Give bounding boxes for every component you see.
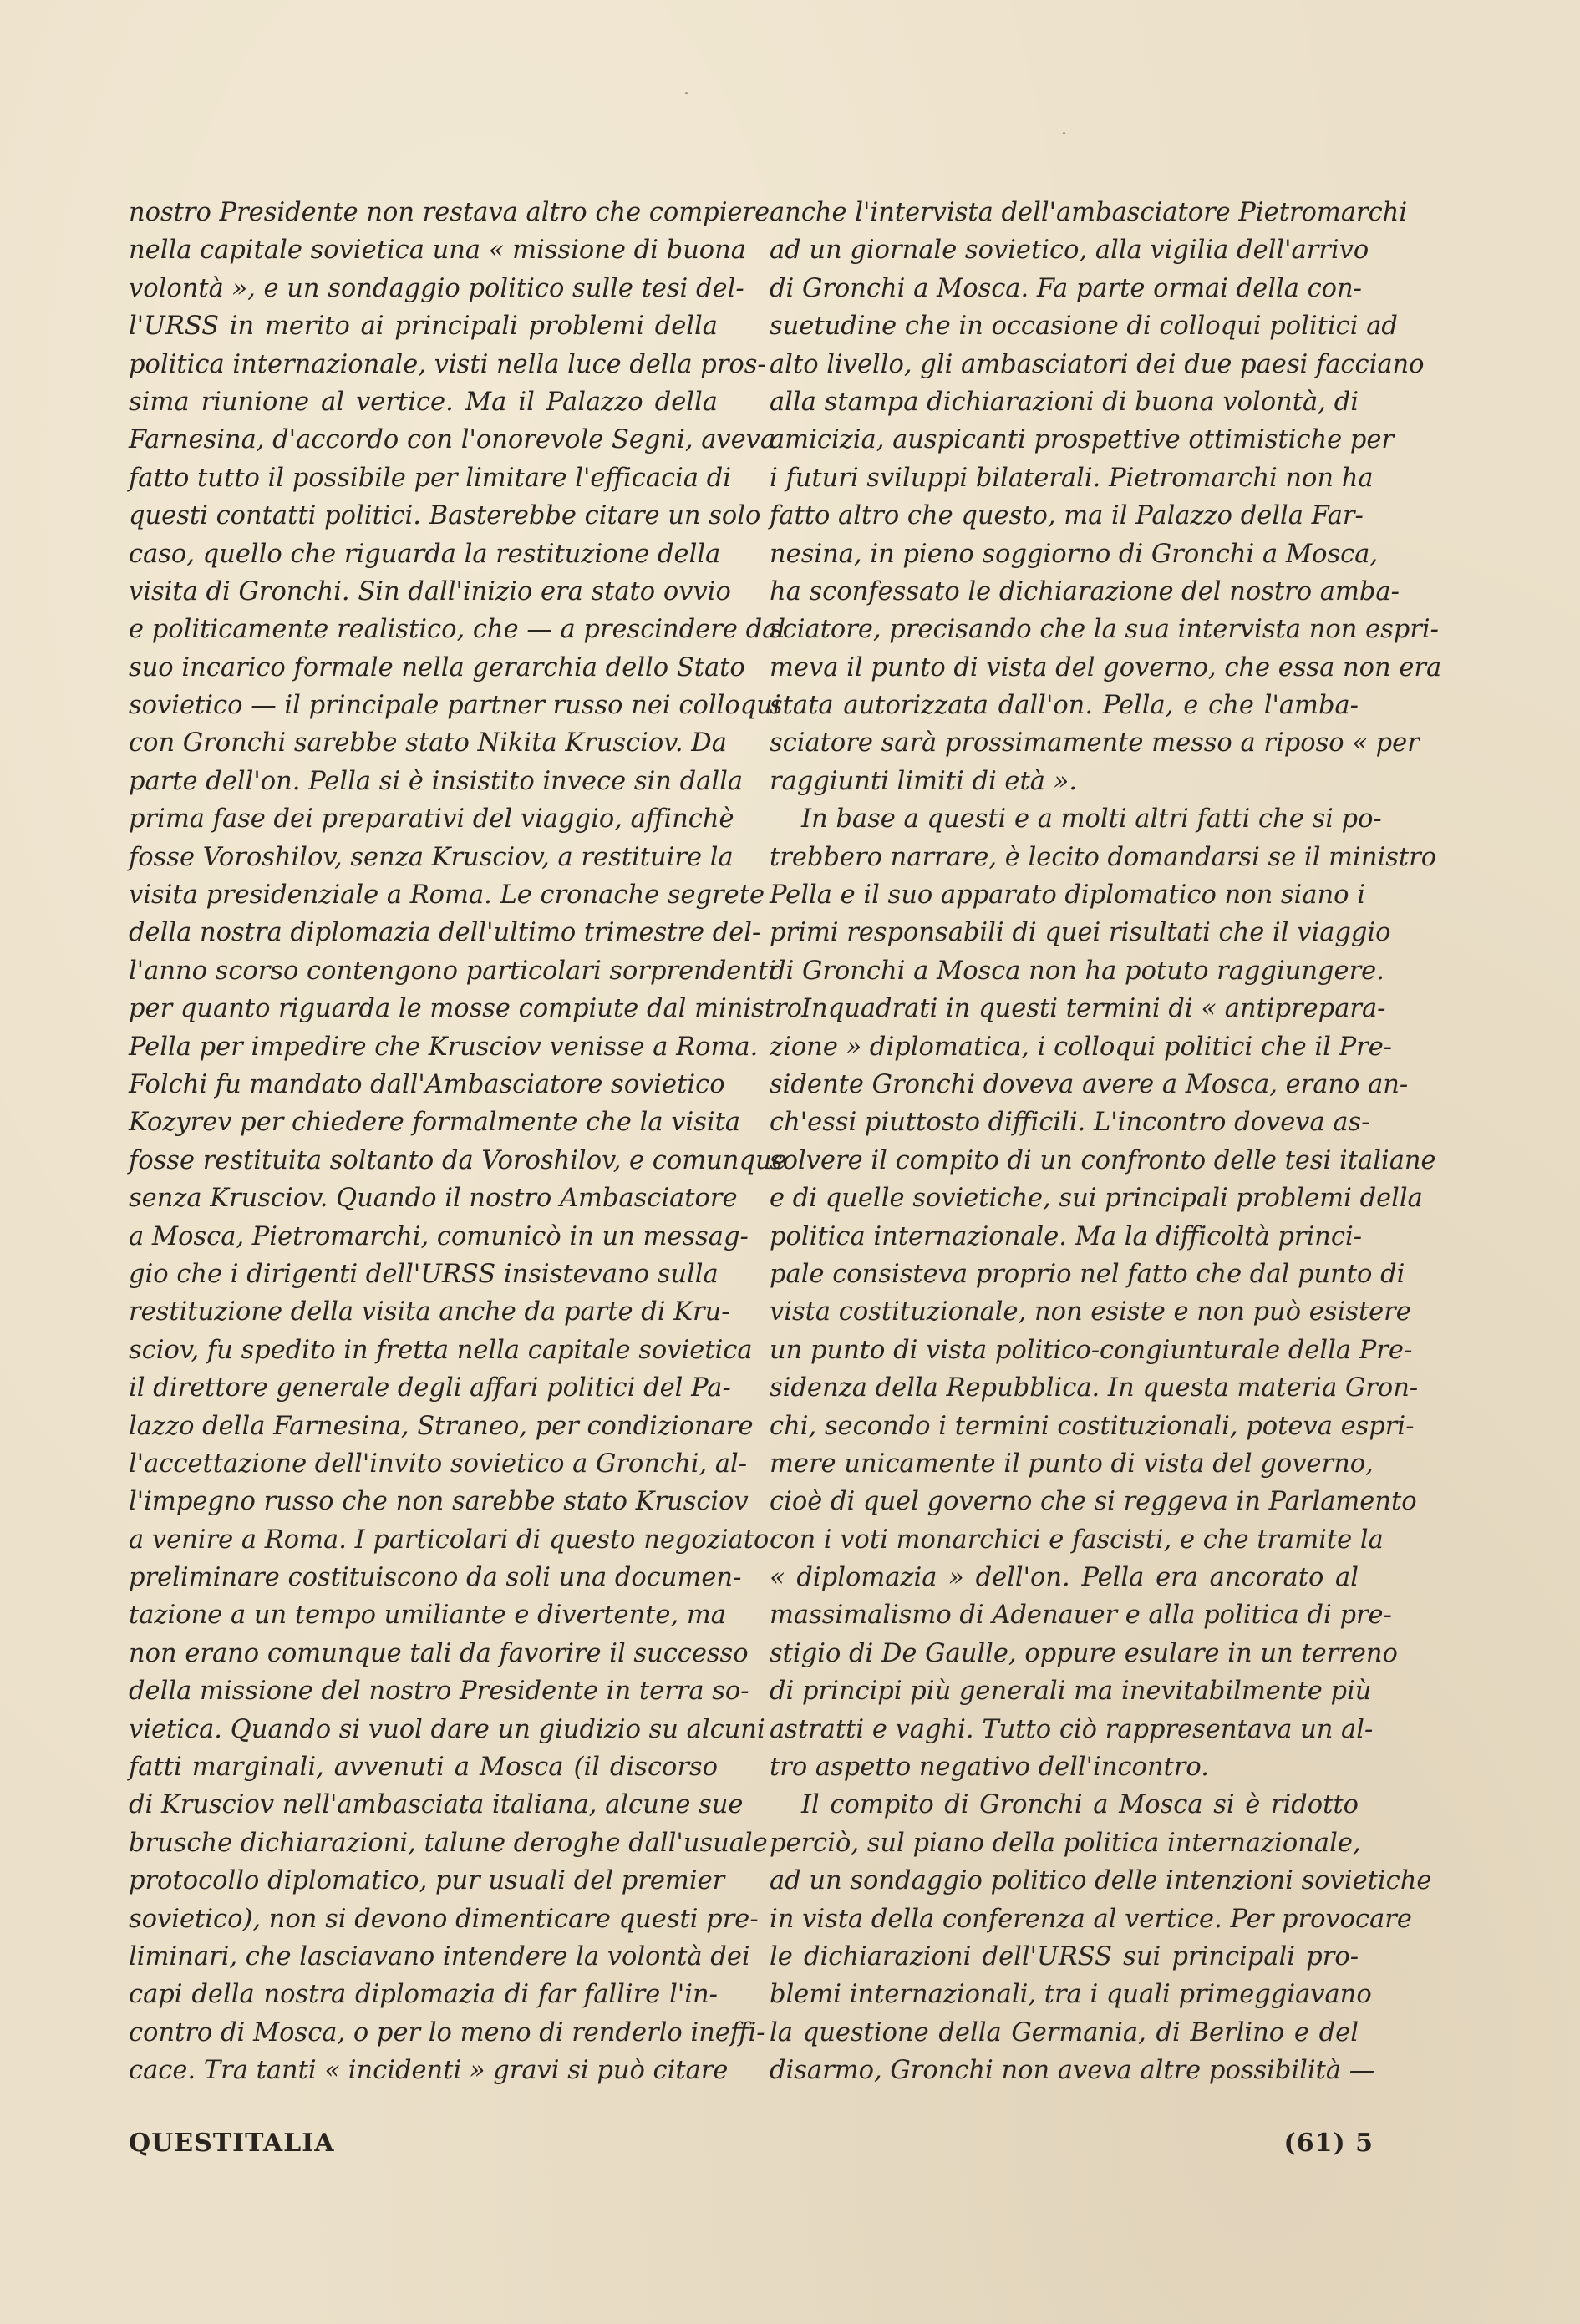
text-line: sciatore, precisando che la sua intervista non espri-	[770, 615, 1439, 645]
text-line: in vista della conferenza al vertice. Per provocare	[770, 1904, 1412, 1934]
text-line: sidente Gronchi doveva avere a Mosca, erano an-	[770, 1069, 1409, 1099]
text-line: sima riunione al vertice. Ma il Palazzo della	[129, 387, 718, 417]
text-line: sciov, fu spedito in fretta nella capitale sovietica	[129, 1335, 753, 1365]
text-line: di Krusciov nell'ambasciata italiana, alcune sue	[129, 1790, 744, 1820]
text-line: il direttore generale degli affari politici del Pa-	[129, 1373, 731, 1403]
text-line: cioè di quel governo che si reggeva in Parlamento	[770, 1487, 1417, 1517]
magazine-name: QUESTITALIA	[129, 2129, 335, 2158]
text-line: della missione del nostro Presidente in terra so-	[129, 1677, 749, 1707]
text-line: Kozyrev per chiedere formalmente che la visita	[129, 1108, 741, 1138]
text-line: con Gronchi sarebbe stato Nikita Krusciov. Da	[129, 728, 727, 759]
text-line: fatto tutto il possibile per limitare l'efficacia di	[129, 463, 732, 493]
right-text-column	[770, 194, 1442, 2090]
text-line: massimalismo di Adenauer e alla politica di pre-	[770, 1601, 1392, 1631]
text-line: volontà », e un sondaggio politico sulle tesi del-	[129, 273, 744, 303]
text-line: questi contatti politici. Basterebbe citare un solo	[129, 501, 761, 531]
text-line: astratti e vaghi. Tutto ciò rappresentava un al-	[770, 1714, 1374, 1744]
text-line: stata autorizzata dall'on. Pella, e che l'amba-	[770, 691, 1359, 721]
text-line: e politicamente realistico, che — a prescindere dal	[129, 615, 786, 645]
text-line: fosse Voroshilov, senza Krusciov, a restituire la	[129, 842, 734, 872]
text-line: suo incarico formale nella gerarchia dello Stato	[129, 652, 745, 682]
text-line: di Gronchi a Mosca non ha potuto raggiungere.	[770, 956, 1384, 986]
text-line: disarmo, Gronchi non aveva altre possibilità —	[770, 2056, 1375, 2086]
text-line: tro aspetto negativo dell'incontro.	[770, 1753, 1209, 1783]
text-line: prima fase dei preparativi del viaggio, affinchè	[129, 804, 734, 835]
text-line: trebbero narrare, è lecito domandarsi se il ministro	[770, 842, 1437, 872]
text-line: mere unicamente il punto di vista del governo,	[770, 1449, 1374, 1479]
text-line: l'URSS in merito ai principali problemi della	[129, 312, 718, 342]
text-line: blemi internazionali, tra i quali primeggiavano	[770, 1980, 1372, 2010]
text-line: preliminare costituiscono da soli una documen-	[129, 1563, 742, 1593]
text-line: sovietico), non si devono dimenticare questi pre-	[129, 1904, 759, 1934]
left-text-column	[129, 194, 803, 2090]
text-line: politica internazionale, visti nella luce della pros-	[129, 349, 766, 379]
text-line: a venire a Roma. I particolari di questo negoziato	[129, 1525, 770, 1555]
text-line: vista costituzionale, non esiste e non può esistere	[770, 1297, 1411, 1327]
text-line: meva il punto di vista del governo, che essa non era	[770, 652, 1442, 682]
text-line: fosse restituita soltanto da Voroshilov, e comunque	[129, 1145, 787, 1175]
text-line: la questione della Germania, di Berlino e del	[770, 2017, 1359, 2047]
text-line: sovietico — il principale partner russo nei colloqui	[129, 691, 781, 721]
text-line: In base a questi e a molti altri fatti che si po-	[801, 804, 1382, 835]
text-line: con i voti monarchici e fascisti, e che tramite la	[770, 1525, 1384, 1555]
text-line: alto livello, gli ambasciatori dei due paesi facciano	[770, 349, 1425, 379]
text-line: cace. Tra tanti « incidenti » gravi si può citare	[129, 2056, 729, 2086]
text-line: tazione a un tempo umiliante e divertente, ma	[129, 1601, 726, 1631]
text-line: ad un giornale sovietico, alla vigilia dell'arrivo	[770, 236, 1369, 266]
text-line: Il compito di Gronchi a Mosca si è ridotto	[801, 1790, 1359, 1820]
text-line: restituzione della visita anche da parte di Kru-	[129, 1297, 730, 1327]
text-line: le dichiarazioni dell'URSS sui principali pro-	[770, 1941, 1359, 1971]
text-line: alla stampa dichiarazioni di buona volontà, di	[770, 387, 1359, 417]
text-line: non erano comunque tali da favorire il successo	[129, 1638, 749, 1668]
text-line: l'impegno russo che non sarebbe stato Krusciov	[129, 1487, 749, 1517]
text-line: amicizia, auspicanti prospettive ottimistiche per	[770, 425, 1394, 455]
text-line: brusche dichiarazioni, talune deroghe dall'usuale	[129, 1828, 768, 1858]
text-line: un punto di vista politico-congiunturale della Pre-	[770, 1335, 1413, 1365]
text-line: sidenza della Repubblica. In questa materia Gron-	[770, 1373, 1419, 1403]
text-line: i futuri sviluppi bilaterali. Pietromarchi non ha	[770, 463, 1374, 493]
text-line: zione » diplomatica, i colloqui politici che il Pre-	[770, 1032, 1393, 1062]
text-line: parte dell'on. Pella si è insistito invece sin dalla	[129, 766, 744, 796]
text-line: nella capitale sovietica una « missione di buona	[129, 236, 746, 266]
text-line: visita presidenziale a Roma. Le cronache segrete	[129, 880, 765, 911]
text-line: anche l'intervista dell'ambasciatore Pietromarchi	[770, 198, 1408, 227]
text-line: perciò, sul piano della politica internazionale,	[770, 1828, 1361, 1858]
text-line: ad un sondaggio politico delle intenzioni sovietiche	[770, 1866, 1432, 1896]
text-line: sciatore sarà prossimamente messo a riposo « per	[770, 728, 1420, 759]
text-line: vietica. Quando si vuol dare un giudizio su alcuni	[129, 1714, 765, 1744]
text-line: chi, secondo i termini costituzionali, poteva espri-	[770, 1411, 1415, 1441]
text-line: ch'essi piuttosto difficili. L'incontro doveva as-	[770, 1108, 1370, 1138]
text-line: a Mosca, Pietromarchi, comunicò in un messag-	[129, 1221, 749, 1251]
text-line: gio che i dirigenti dell'URSS insistevano sulla	[129, 1259, 719, 1289]
text-line: politica internazionale. Ma la difficoltà princi-	[770, 1221, 1363, 1251]
text-line: protocollo diplomatico, pur usuali del premier	[129, 1866, 725, 1896]
text-line: Pella per impedire che Krusciov venisse a Roma.	[129, 1032, 759, 1062]
text-line: visita di Gronchi. Sin dall'inizio era stato ovvio	[129, 576, 731, 606]
text-line: pale consisteva proprio nel fatto che dal punto di	[770, 1259, 1405, 1289]
page-number: (61) 5	[1283, 2129, 1374, 2158]
text-line: stigio di De Gaulle, oppure esulare in un terreno	[770, 1638, 1398, 1668]
text-line: e di quelle sovietiche, sui principali problemi della	[770, 1184, 1423, 1214]
paper-speck	[1063, 132, 1065, 134]
text-line: lazzo della Farnesina, Straneo, per condizionare	[129, 1411, 754, 1441]
text-line: Inquadrati in questi termini di « antiprepara-	[801, 994, 1386, 1024]
text-line: nostro Presidente non restava altro che compiere	[129, 198, 770, 227]
text-line: primi responsabili di quei risultati che il viaggio	[770, 918, 1391, 948]
text-line: Pella e il suo apparato diplomatico non siano i	[770, 880, 1365, 911]
text-line: capi della nostra diplomazia di far fallire l'in-	[129, 1980, 718, 2010]
text-line: raggiunti limiti di età ».	[770, 766, 1077, 796]
text-line: l'accettazione dell'invito sovietico a Gronchi, al-	[129, 1449, 748, 1479]
text-line: l'anno scorso contengono particolari sorprendenti	[129, 956, 777, 986]
text-line: di Gronchi a Mosca. Fa parte ormai della con-	[770, 273, 1362, 303]
text-line: suetudine che in occasione di colloqui politici ad	[770, 312, 1398, 342]
text-line: fatto altro che questo, ma il Palazzo della Far-	[770, 501, 1364, 531]
text-line: senza Krusciov. Quando il nostro Ambasciatore	[129, 1184, 738, 1214]
text-line: Farnesina, d'accordo con l'onorevole Segni, aveva	[129, 425, 776, 455]
text-line: liminari, che lasciavano intendere la volontà dei	[129, 1941, 750, 1971]
text-line: della nostra diplomazia dell'ultimo trimestre del-	[129, 918, 761, 948]
text-line: nesina, in pieno soggiorno di Gronchi a Mosca,	[770, 539, 1379, 569]
text-line: fatti marginali, avvenuti a Mosca (il discorso	[129, 1753, 718, 1783]
text-line: « diplomazia » dell'on. Pella era ancorato al	[770, 1563, 1359, 1593]
text-line: contro di Mosca, o per lo meno di renderlo ineffi-	[129, 2017, 765, 2047]
text-line: di principi più generali ma inevitabilmente più	[770, 1677, 1372, 1707]
text-line: Folchi fu mandato dall'Ambasciatore sovietico	[129, 1069, 725, 1099]
text-line: solvere il compito di un confronto delle tesi italiane	[770, 1145, 1436, 1175]
text-line: per quanto riguarda le mosse compiute dal ministro	[129, 994, 803, 1024]
paper-speck	[685, 92, 688, 94]
text-line: caso, quello che riguarda la restituzione della	[129, 539, 721, 569]
text-line: ha sconfessato le dichiarazione del nostro amba-	[770, 576, 1400, 606]
